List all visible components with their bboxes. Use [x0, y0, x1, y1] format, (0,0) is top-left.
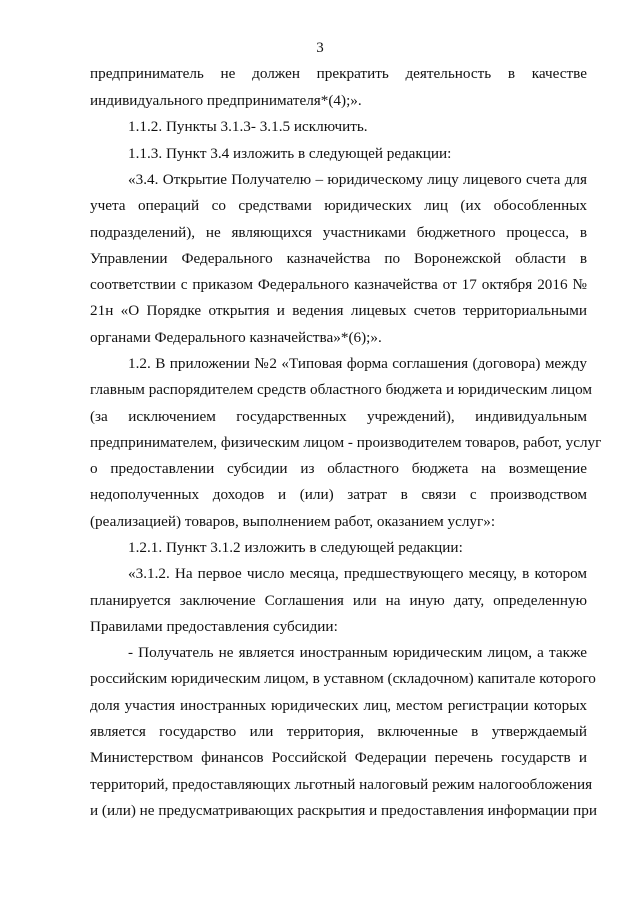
- text-line: 1.1.3. Пункт 3.4 изложить в следующей редакции:: [128, 145, 452, 162]
- text-line: главным распорядителем средств областного бюджета и юридическим лицом: [90, 381, 593, 398]
- text-line: - Получатель не является иностранным юридическим лицом, а также: [128, 644, 587, 661]
- text-line: органами Федерального казначейства»*(6);».: [90, 329, 382, 346]
- text-line: 1.2. В приложении №2 «Типовая форма соглашения (договора) между: [128, 355, 587, 372]
- text-line: «3.4. Открытие Получателю – юридическому лицу лицевого счета для: [128, 171, 587, 188]
- text-line: российским юридическим лицом, в уставном (складочном) капитале которого: [90, 670, 596, 687]
- page-number: 3: [316, 40, 324, 56]
- text-line: является государство или территория, включенные в утверждаемый: [90, 723, 587, 740]
- text-line: планируется заключение Соглашения или на иную дату, определенную: [90, 592, 587, 609]
- text-line: подразделений), не являющихся участниками бюджетного процесса, в: [90, 224, 587, 241]
- text-line: Управлении Федерального казначейства по Воронежской области в: [90, 250, 587, 267]
- text-line: 1.1.2. Пункты 3.1.3- 3.1.5 исключить.: [128, 118, 368, 135]
- text-line: 21н «О Порядке открытия и ведения лицевых счетов территориальными: [90, 302, 587, 319]
- text-line: территорий, предоставляющих льготный налоговый режим налогообложения: [90, 776, 593, 793]
- text-line: (за исключением государственных учреждений), индивидуальным: [90, 408, 587, 425]
- text-line: и (или) не предусматривающих раскрытия и предоставления информации при: [90, 802, 597, 819]
- text-line: индивидуального предпринимателя*(4);».: [90, 92, 362, 109]
- text-line: «3.1.2. На первое число месяца, предшествующего месяцу, в котором: [128, 565, 587, 582]
- text-line: Министерством финансов Российской Федерации перечень государств и: [90, 749, 587, 766]
- text-line: недополученных доходов и (или) затрат в связи с производством: [90, 486, 587, 503]
- text-line: предпринимателем, физическим лицом - производителем товаров, работ, услуг: [90, 434, 602, 451]
- text-line: соответствии с приказом Федерального казначейства от 17 октября 2016 №: [90, 276, 587, 293]
- text-line: учета операций со средствами юридических лиц (их обособленных: [90, 197, 587, 214]
- text-line: доля участия иностранных юридических лиц, местом регистрации которых: [90, 697, 587, 714]
- text-line: 1.2.1. Пункт 3.1.2 изложить в следующей редакции:: [128, 539, 463, 556]
- text-line: о предоставлении субсидии из областного бюджета на возмещение: [90, 460, 587, 477]
- text-line: предприниматель не должен прекратить деятельность в качестве: [90, 65, 587, 82]
- text-line: Правилами предоставления субсидии:: [90, 618, 338, 635]
- text-line: (реализацией) товаров, выполнением работ, оказанием услуг»:: [90, 513, 496, 530]
